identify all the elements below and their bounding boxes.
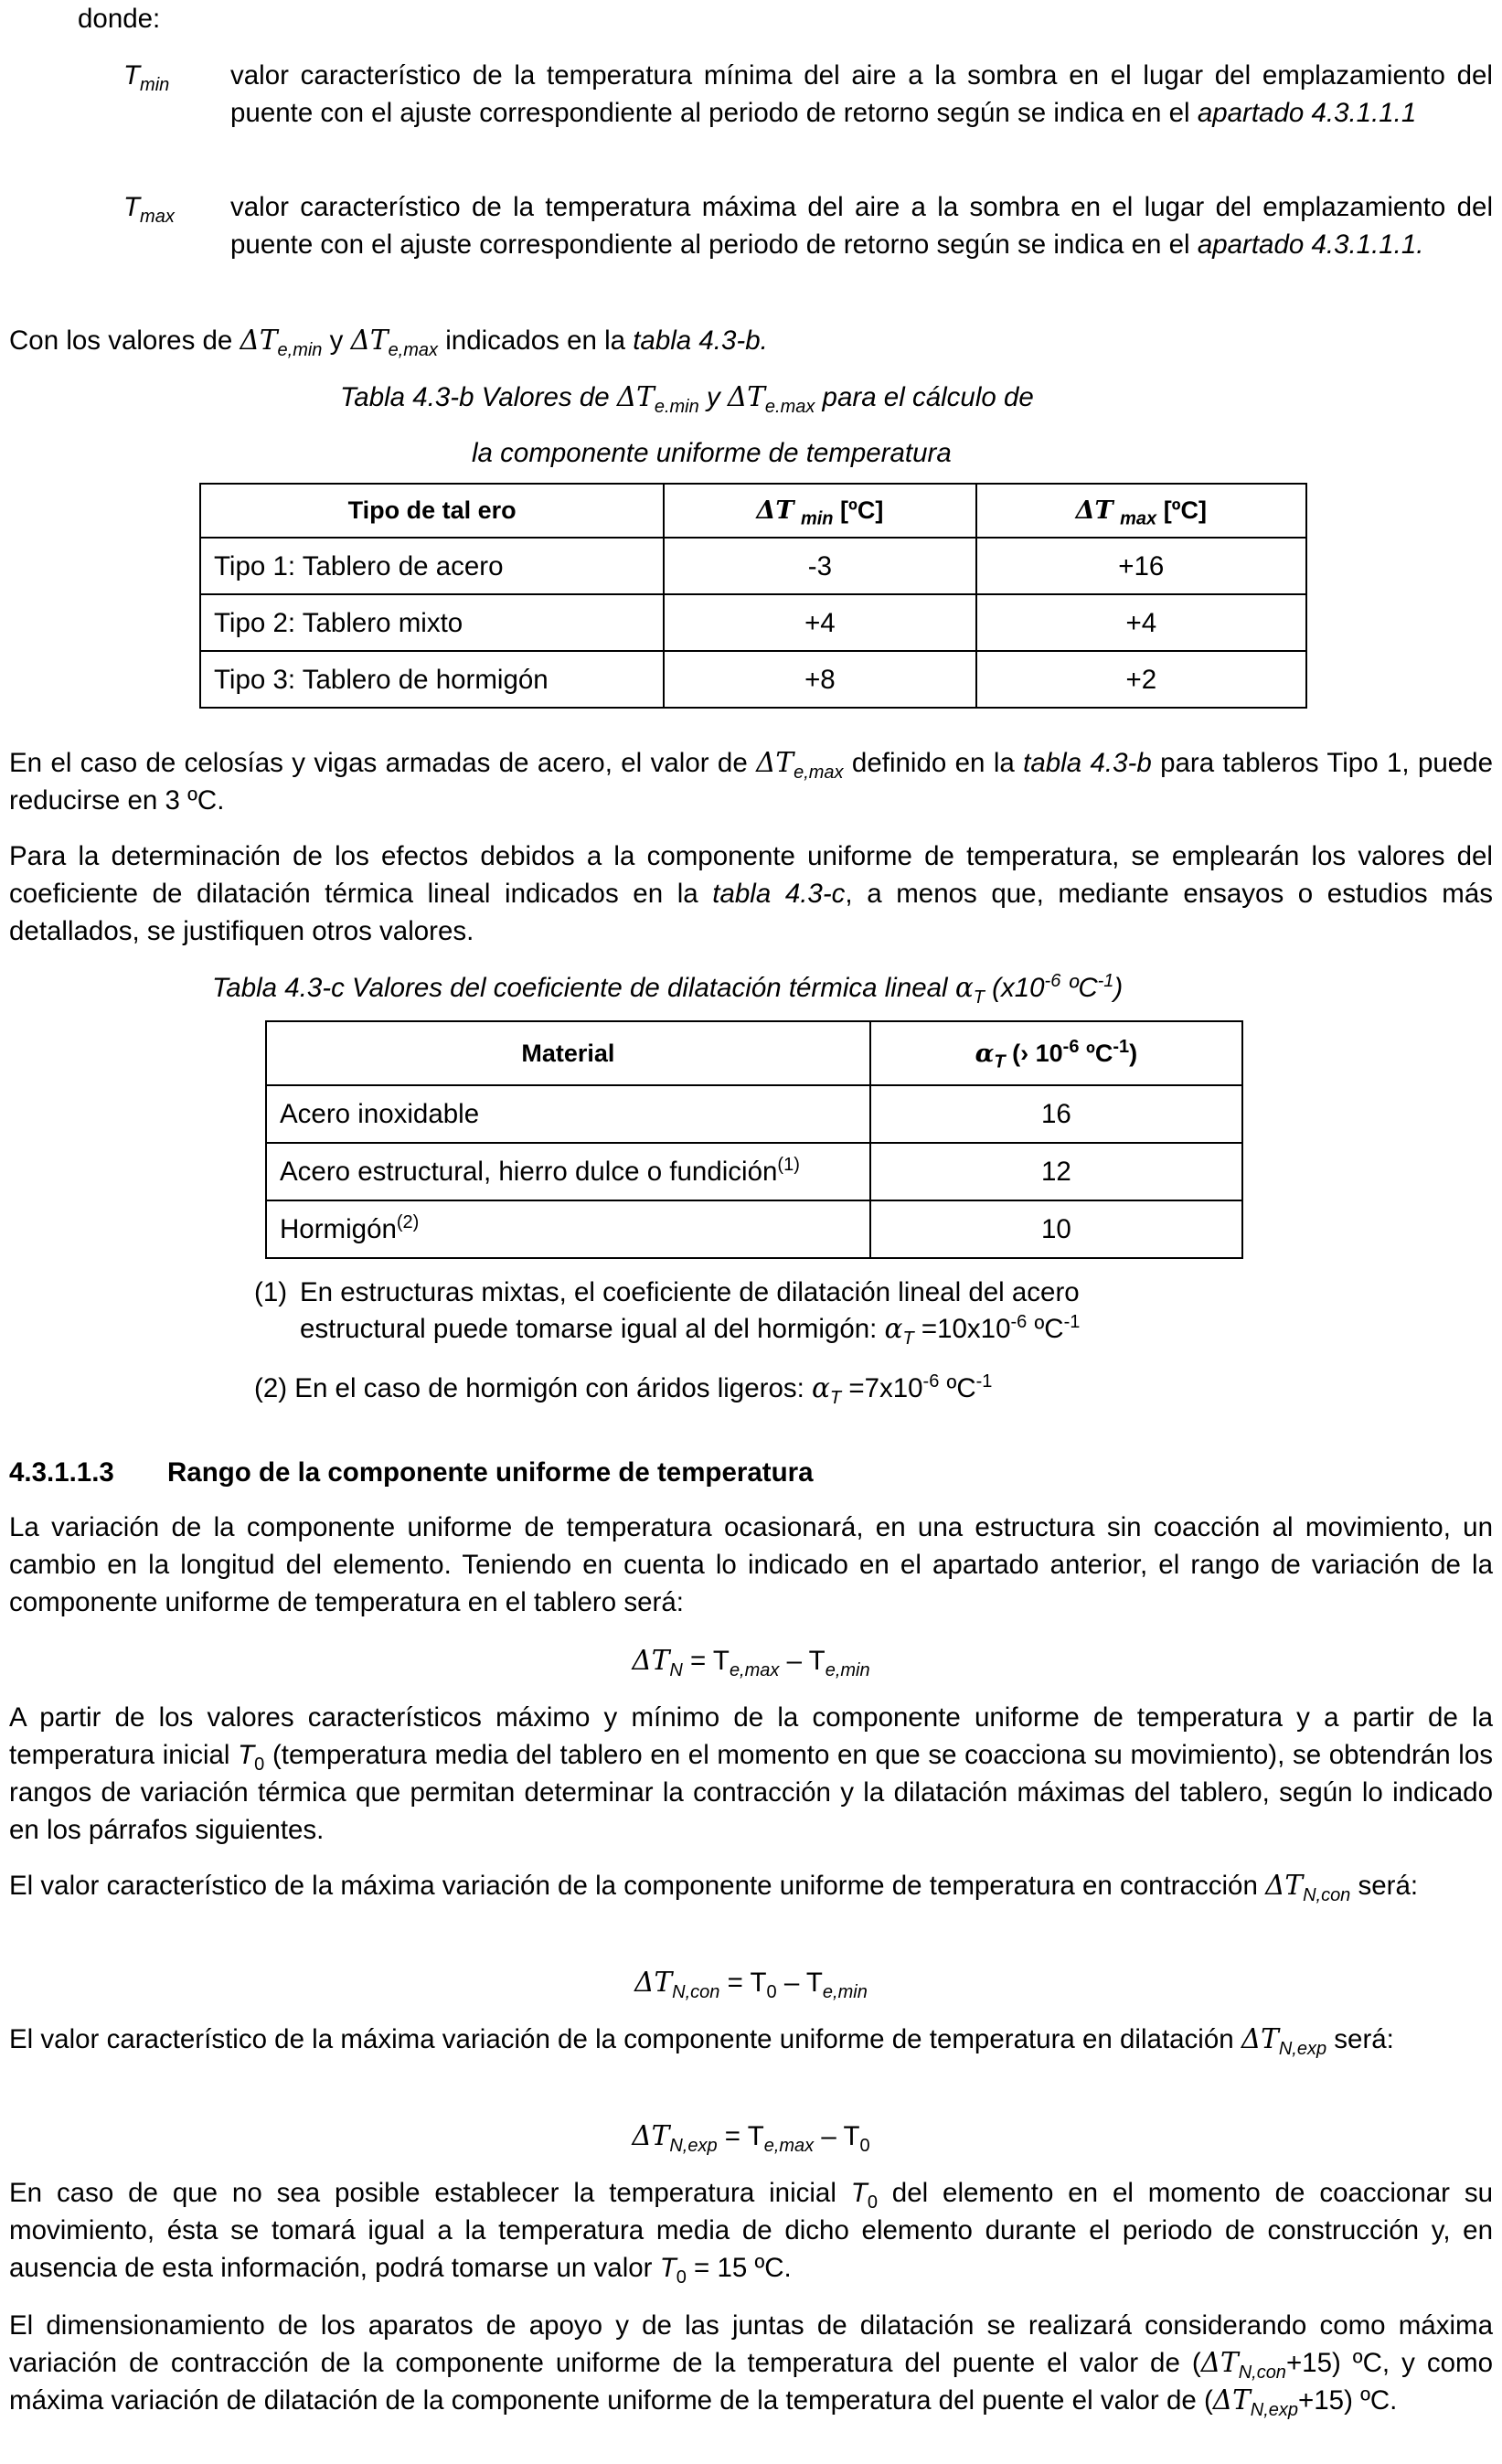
header-tmin: ΔT $_{min}$ [ºC] — [664, 484, 975, 538]
table-cell: +8 — [664, 651, 975, 708]
note-line: En estructuras mixtas, el coeficiente de dilatación lineal del acero — [300, 1277, 1080, 1307]
header-tmax: ΔT $_{max}$ [ºC] — [976, 484, 1306, 538]
formula-delta-tn: $\Delta T_N = T_{e,max} - T_{e,min}$ — [632, 1645, 870, 1680]
table-row — [200, 538, 1306, 594]
intro-text: donde: — [78, 4, 161, 34]
apoyos-paragraph: El dimensionamiento de los aparatos de apoyo y de las juntas de dilatación se realizará considerando como máxima variación de contracción de la componente uniforme de la temperatura del puente el valor de $(\Delta T_{N,con}+15)$ ºC, y como máxima variación de dilatación de la componente uniforme de la temperatura del puente el valor de $(\Delta T_{N,exp}+15)$ ºC. — [9, 2310, 1493, 2420]
table-cell: Acero estructural, hierro dulce o fundición$^{(1)}$ — [266, 1143, 870, 1200]
table-row — [266, 1085, 1242, 1143]
table-c-caption: Tabla 4.3-c Valores del coeficiente de dilatación térmica lineal $\alpha_T$ ($x10^{-6}$ ºC$^{-1}$) — [212, 971, 1124, 1008]
table-row — [266, 1200, 1242, 1258]
header-alpha: $\alpha_T$ (› $10^{-6}$ ºC$^{-1}$) — [870, 1021, 1242, 1085]
note-label: (1) — [254, 1277, 288, 1307]
table-cell: 10 — [870, 1200, 1242, 1258]
table-cell: +16 — [976, 538, 1306, 594]
header-tipo: Tipo de tal ero — [200, 484, 664, 538]
table-cell: -3 — [664, 538, 975, 594]
dilatacion-def-paragraph: El valor característico de la máxima variación de la componente uniforme de temperatura en dilatación $\Delta T_{N,exp}$ será: — [9, 2023, 1394, 2059]
definition-text: valor característico de la temperatura máxima del aire a la sombra en el lugar del emplazamiento del puente con el ajuste correspondiente al periodo de retorno según se indica en el apartado 4.3.1.1.1. — [230, 192, 1493, 260]
table-cell: Hormigón$^{(2)}$ — [266, 1200, 870, 1258]
table-cell: +2 — [976, 651, 1306, 708]
inicial-paragraph: En caso de que no sea posible establecer la temperatura inicial $T_0$ del elemento en el momento de coaccionar su movimiento, ésta se tomará igual a la temperatura media de dicho elemento durante el periodo de construcción y, en ausencia de esta información, podrá tomarse un valor $T_0 = 15$ ºC. — [9, 2178, 1494, 2288]
definition-text: valor característico de la temperatura mínima del aire a la sombra en el lugar del emplazamiento del puente con el ajuste correspondiente al periodo de retorno según se indica en el apartado 4.3.1.1.1 — [230, 60, 1493, 128]
table-cell: 16 — [870, 1085, 1242, 1143]
table-cell: Tipo 2: Tablero mixto — [200, 594, 664, 651]
dilatacion-paragraph: Para la determinación de los efectos debidos a la componente uniforme de temperatura, se emplearán los valores del coeficiente de dilatación térmica lineal indicados en la tabla 4.3-c, a menos que, mediante ensayos o estudios más detallados, se justifiquen otros valores. — [9, 841, 1494, 946]
table-b-caption: Tabla 4.3-b Valores de $\Delta T_{e.min}$ y $\Delta T_{e.max}$ para el cálculo de — [340, 381, 1034, 417]
table-c — [265, 1020, 1243, 1259]
formula-delta-tn-exp: $\Delta T_{N,exp} = T_{e,max} - T_0$ — [632, 2120, 870, 2156]
partir-paragraph: A partir de los valores característicos máximo y mínimo de la componente uniforme de temperatura y a partir de la temperatura inicial $T_0$ (temperatura media del tablero en el momento en que se coacciona su movimiento), se obtendrán los rangos de variación térmica que permitan determinar la contracción y la dilatación máximas del tablero, según lo indicado en los párrafos siguientes. — [9, 1702, 1493, 1845]
table-cell: 12 — [870, 1143, 1242, 1200]
section-heading — [9, 1454, 1493, 1491]
definition-term: $T_{min}$ — [123, 60, 170, 95]
definition-term: $T_{max}$ — [123, 192, 175, 227]
contraccion-paragraph: El valor característico de la máxima variación de la componente uniforme de temperatura en contracción $\Delta T_{N,con}$ será: — [9, 1870, 1419, 1905]
table-cell: +4 — [664, 594, 975, 651]
note-line: estructural puede tomarse igual al del hormigón: $\alpha_T =10x10^{-6}$ ºC$^{-1}$ — [300, 1312, 1081, 1349]
celosias-paragraph: En el caso de celosías y vigas armadas de acero, el valor de $\Delta T_{e,max}$ definido en la tabla 4.3-b para tableros Tipo 1, puede reducirse en 3 ºC. — [9, 747, 1493, 816]
variacion-paragraph: La variación de la componente uniforme de temperatura ocasionará, en una estructura sin coacción al movimiento, un cambio en la longitud del elemento. Teniendo en cuenta lo indicado en el apartado anterior, el rango de variación de la componente uniforme de temperatura en el tablero será: — [9, 1512, 1493, 1617]
header-material: Material — [266, 1021, 870, 1085]
table-row — [266, 1143, 1242, 1200]
table-cell: Acero inoxidable — [266, 1085, 870, 1143]
table-note-2: (2) En el caso de hormigón con áridos ligeros: $\alpha_T =7x10^{-6}$ ºC$^{-1}$ — [254, 1371, 993, 1408]
values-paragraph: Con los valores de $\Delta T_{e,min}$ y $\Delta T_{e,max}$ indicados en la tabla 4.3-b. — [9, 325, 768, 360]
section-number: 4.3.1.1.3 — [9, 1457, 114, 1488]
table-row — [200, 651, 1306, 708]
table-row — [200, 594, 1306, 651]
table-b — [199, 483, 1307, 709]
table-b-caption-line2: la componente uniforme de temperatura — [472, 438, 952, 468]
table-cell: +4 — [976, 594, 1306, 651]
table-cell: Tipo 1: Tablero de acero — [200, 538, 664, 594]
section-title: Rango de la componente uniforme de temperatura — [167, 1457, 814, 1488]
table-header-row — [200, 484, 1306, 538]
table-cell: Tipo 3: Tablero de hormigón — [200, 651, 664, 708]
formula-delta-tn-con: $\Delta T_{N,con} = T_0 - T_{e,min}$ — [634, 1967, 868, 2002]
table-header-row — [266, 1021, 1242, 1085]
